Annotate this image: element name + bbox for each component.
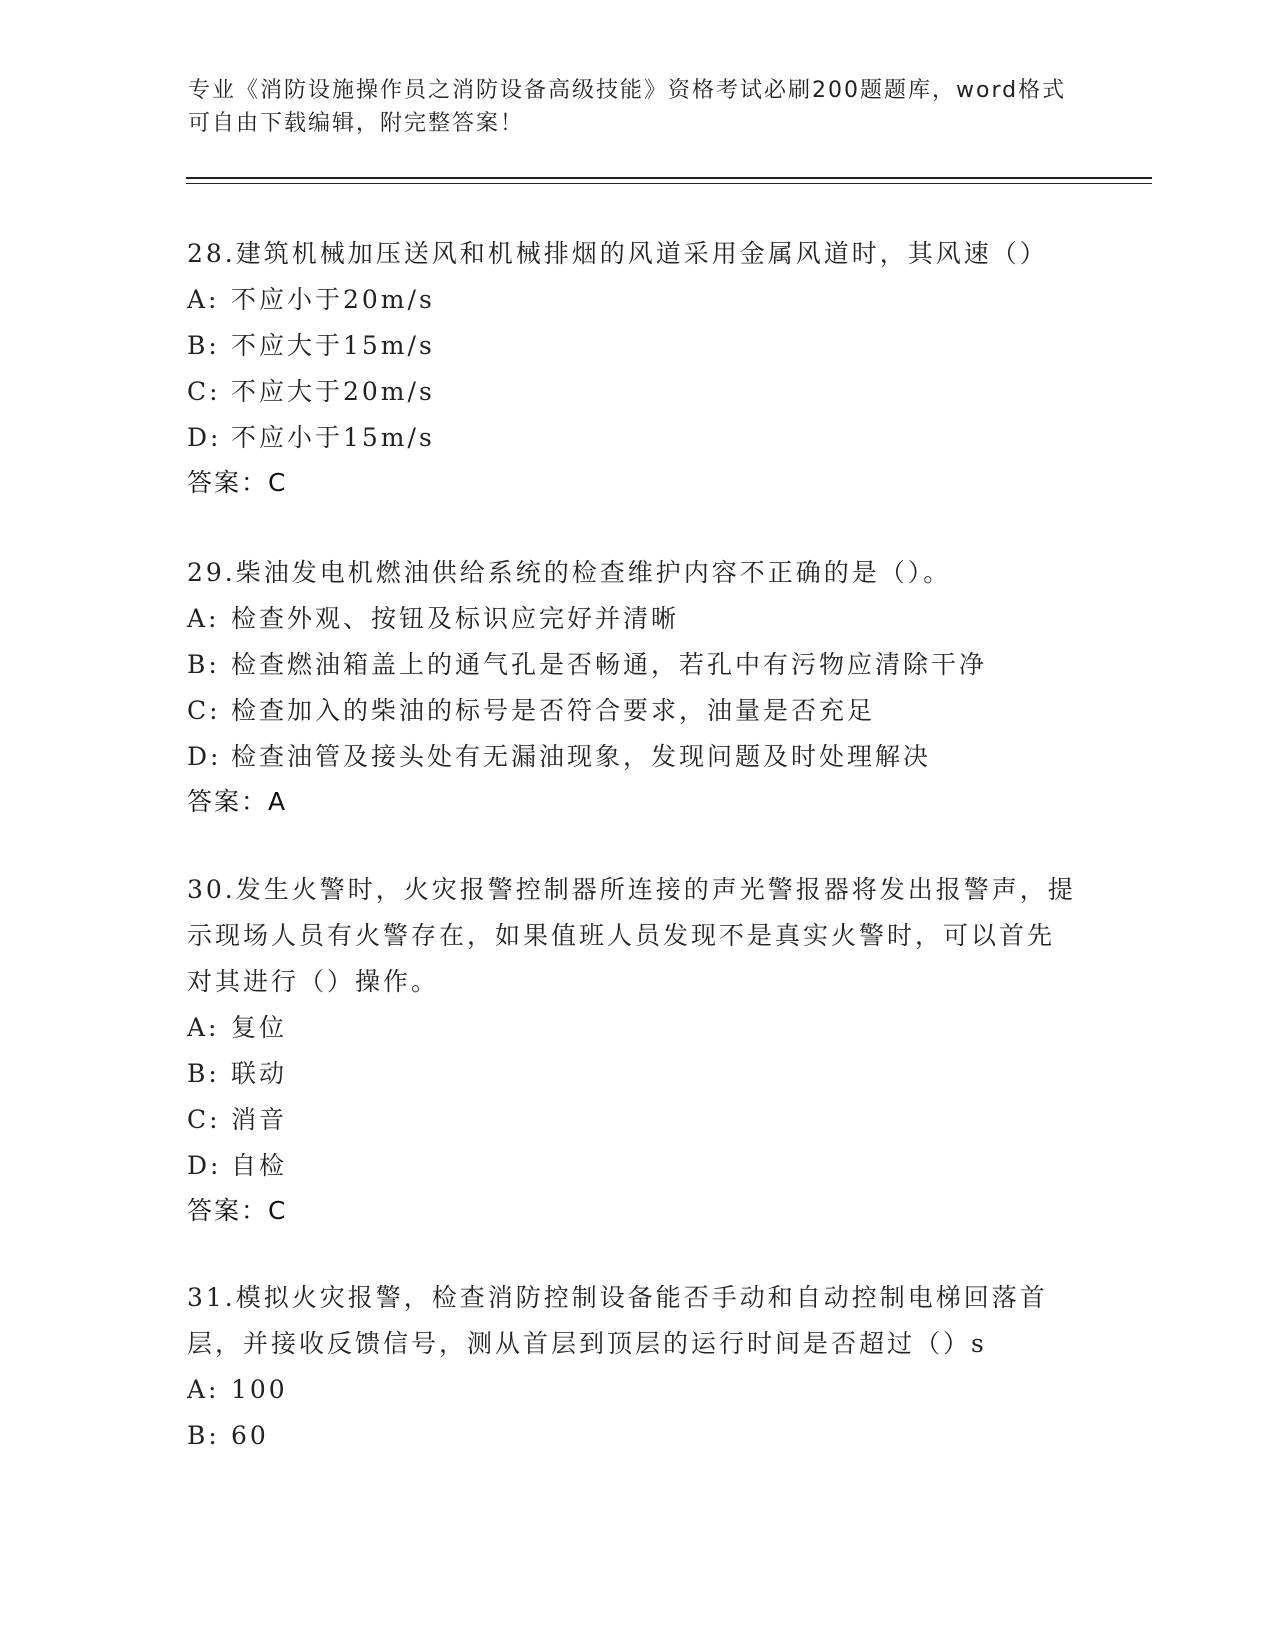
option-text: 消音 (231, 1105, 288, 1134)
option-text: 自检 (231, 1151, 288, 1180)
option-b (187, 642, 1077, 688)
option-c (187, 688, 1077, 734)
option-d (187, 415, 1077, 461)
option-b (187, 323, 1077, 369)
option-text: 60 (231, 1421, 269, 1450)
option-key: D: (187, 423, 222, 452)
option-text: 100 (231, 1375, 288, 1404)
option-text: 检查燃油箱盖上的通气孔是否畅通，若孔中有污物应清除干净 (231, 650, 988, 679)
option-d (187, 734, 1077, 780)
question-title: 31.模拟火灾报警，检查消防控制设备能否手动和自动控制电梯回落首层，并接收反馈信号，测从首层到顶层的运行时间是否超过（）s (187, 1283, 1048, 1358)
question-title: 30.发生火警时，火灾报警控制器所连接的声光警报器将发出报警声，提示现场人员有火警存在，如果值班人员发现不是真实火警时，可以首先对其进行（）操作。 (187, 875, 1076, 996)
header-divider-thick (186, 177, 1152, 179)
question-title: 28.建筑机械加压送风和机械排烟的风道采用金属风道时，其风速（） (187, 239, 1048, 268)
option-key: B: (187, 650, 220, 679)
option-c (187, 1097, 1077, 1143)
header-divider-thin (186, 183, 1152, 184)
option-key: C: (187, 377, 221, 406)
question-title: 29.柴油发电机燃油供给系统的检查维护内容不正确的是（）。 (187, 558, 952, 587)
question-30 (187, 867, 1077, 1233)
option-a (187, 277, 1077, 323)
option-key: C: (187, 1105, 221, 1134)
option-text: 检查油管及接头处有无漏油现象，发现问题及时处理解决 (231, 742, 932, 771)
question-28 (187, 231, 1077, 505)
option-text: 检查加入的柴油的标号是否符合要求，油量是否充足 (231, 696, 876, 725)
option-key: C: (187, 696, 221, 725)
option-text: 不应小于20m/s (231, 285, 435, 314)
option-key: A: (187, 1375, 220, 1404)
option-b (187, 1051, 1077, 1097)
answer-label: 答案：C (187, 1196, 288, 1225)
option-a (187, 1367, 1077, 1413)
option-key: A: (187, 285, 220, 314)
option-c (187, 369, 1077, 415)
question-29 (187, 550, 1077, 824)
question-31 (187, 1275, 1077, 1459)
option-key: D: (187, 742, 222, 771)
option-text: 复位 (231, 1013, 288, 1042)
option-key: A: (187, 604, 220, 633)
option-text: 检查外观、按钮及标识应完好并清晰 (231, 604, 680, 633)
option-text: 不应小于15m/s (231, 423, 435, 452)
answer-label: 答案：A (187, 787, 288, 816)
answer-label: 答案：C (187, 468, 288, 497)
option-text: 联动 (231, 1059, 288, 1088)
option-key: D: (187, 1151, 222, 1180)
option-key: A: (187, 1013, 220, 1042)
option-text: 不应大于20m/s (231, 377, 435, 406)
option-text: 不应大于15m/s (231, 331, 435, 360)
option-a (187, 596, 1077, 642)
option-key: B: (187, 331, 220, 360)
option-key: B: (187, 1059, 220, 1088)
option-a (187, 1005, 1077, 1051)
option-key: B: (187, 1421, 220, 1450)
option-d (187, 1143, 1077, 1189)
option-b (187, 1413, 1077, 1459)
document-header: 专业《消防设施操作员之消防设备高级技能》资格考试必刷200题题库，word格式可自由下载编辑，附完整答案！ (188, 78, 1067, 136)
